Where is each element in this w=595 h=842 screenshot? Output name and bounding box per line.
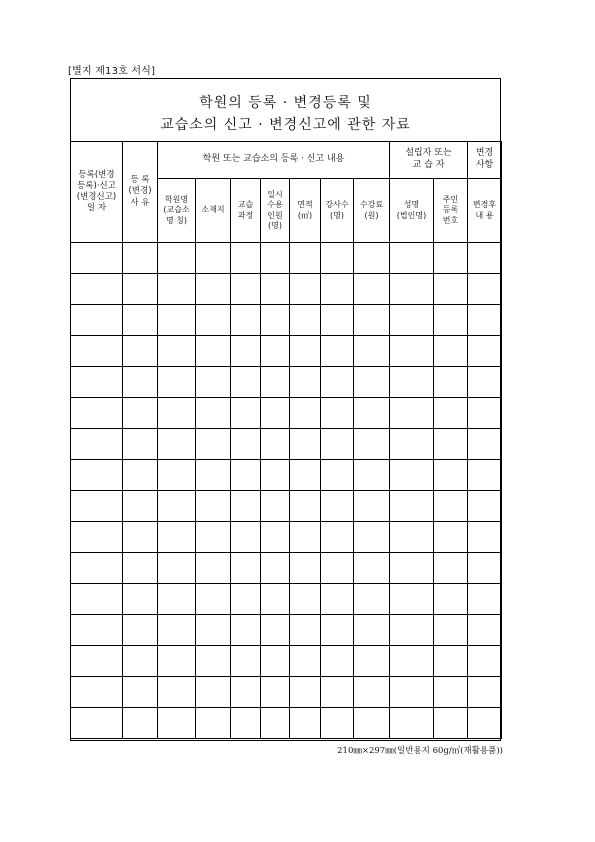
table-cell[interactable] [434, 615, 468, 646]
table-cell[interactable] [231, 336, 261, 367]
table-cell[interactable] [321, 336, 354, 367]
header-group-founder: 설립자 또는 교 습 자 [390, 142, 468, 179]
table-cell[interactable] [158, 429, 196, 460]
table-cell[interactable] [123, 429, 158, 460]
table-cell[interactable] [231, 646, 261, 677]
table-cell[interactable] [290, 274, 321, 305]
table-cell[interactable] [231, 460, 261, 491]
table-cell[interactable] [354, 460, 390, 491]
table-cell[interactable] [390, 243, 434, 274]
table-cell[interactable] [158, 553, 196, 584]
header-changed-content: 변경후 내 용 [468, 179, 502, 243]
table-row [71, 243, 502, 274]
table-cell[interactable] [354, 398, 390, 429]
table-cell[interactable] [71, 646, 123, 677]
table-cell[interactable] [123, 398, 158, 429]
table-row [71, 398, 502, 429]
table-row [71, 584, 502, 615]
table-cell[interactable] [231, 584, 261, 615]
table-cell[interactable] [123, 553, 158, 584]
table-cell[interactable] [468, 336, 502, 367]
table-cell[interactable] [196, 646, 231, 677]
table-cell[interactable] [468, 429, 502, 460]
table-cell[interactable] [321, 615, 354, 646]
table-row [71, 336, 502, 367]
table-cell[interactable] [321, 243, 354, 274]
table-cell[interactable] [261, 305, 290, 336]
title-line-1: 학원의 등록 · 변경등록 및 [199, 95, 372, 111]
header-capacity: 일시 수용 인원 (명) [261, 179, 290, 243]
table-row [71, 615, 502, 646]
table-cell[interactable] [468, 274, 502, 305]
table-cell[interactable] [354, 584, 390, 615]
table-cell[interactable] [468, 398, 502, 429]
table-cell[interactable] [434, 305, 468, 336]
table-cell[interactable] [71, 336, 123, 367]
table-cell[interactable] [468, 677, 502, 708]
table-cell[interactable] [158, 305, 196, 336]
table-cell[interactable] [231, 522, 261, 553]
table-cell[interactable] [290, 553, 321, 584]
table-cell[interactable] [196, 336, 231, 367]
table-cell[interactable] [354, 429, 390, 460]
title-line-2: 교습소의 신고 · 변경신고에 관한 자료 [160, 117, 411, 133]
table-cell[interactable] [290, 460, 321, 491]
table-cell[interactable] [158, 274, 196, 305]
table-cell[interactable] [434, 367, 468, 398]
header-course: 교습 과정 [231, 179, 261, 243]
table-cell[interactable] [390, 460, 434, 491]
table-cell[interactable] [196, 460, 231, 491]
table-cell[interactable] [321, 708, 354, 739]
table-cell[interactable] [123, 367, 158, 398]
table-cell[interactable] [434, 243, 468, 274]
table-cell[interactable] [196, 274, 231, 305]
table-cell[interactable] [196, 305, 231, 336]
table-cell[interactable] [290, 584, 321, 615]
table-cell[interactable] [231, 274, 261, 305]
table-body [71, 243, 502, 739]
table-cell[interactable] [321, 367, 354, 398]
table-cell[interactable] [71, 677, 123, 708]
table-row [71, 677, 502, 708]
table-cell[interactable] [354, 491, 390, 522]
table-cell[interactable] [158, 243, 196, 274]
paper-spec-note: 210㎜×297㎜(일반용지 60g/㎡(재활용품)) [337, 746, 503, 756]
table-cell[interactable] [354, 646, 390, 677]
header-area: 면적 (㎡) [290, 179, 321, 243]
table-cell[interactable] [158, 708, 196, 739]
table-cell[interactable] [434, 522, 468, 553]
table-cell[interactable] [434, 429, 468, 460]
table-cell[interactable] [468, 491, 502, 522]
table-cell[interactable] [123, 491, 158, 522]
table-cell[interactable] [231, 615, 261, 646]
table-cell[interactable] [434, 708, 468, 739]
table-cell[interactable] [390, 367, 434, 398]
table-cell[interactable] [123, 305, 158, 336]
table-cell[interactable] [123, 677, 158, 708]
table-cell[interactable] [290, 243, 321, 274]
table-row [71, 367, 502, 398]
table-cell[interactable] [468, 460, 502, 491]
table-cell[interactable] [390, 646, 434, 677]
table-cell[interactable] [321, 398, 354, 429]
table-cell[interactable] [158, 615, 196, 646]
table-cell[interactable] [231, 708, 261, 739]
table-cell[interactable] [123, 584, 158, 615]
table-cell[interactable] [196, 615, 231, 646]
table-cell[interactable] [261, 398, 290, 429]
table-cell[interactable] [468, 708, 502, 739]
table-cell[interactable] [434, 646, 468, 677]
table-cell[interactable] [321, 584, 354, 615]
table-cell[interactable] [434, 553, 468, 584]
table-cell[interactable] [354, 553, 390, 584]
table-cell[interactable] [123, 274, 158, 305]
header-group-content: 학원 또는 교습소의 등록 · 신고 내용 [158, 142, 390, 179]
table-cell[interactable] [71, 708, 123, 739]
table-cell[interactable] [390, 584, 434, 615]
table-cell[interactable] [261, 584, 290, 615]
table-cell[interactable] [158, 460, 196, 491]
table-cell[interactable] [354, 336, 390, 367]
table-row [71, 522, 502, 553]
table-cell[interactable] [468, 367, 502, 398]
table-row [71, 460, 502, 491]
table-cell[interactable] [71, 429, 123, 460]
table-cell[interactable] [390, 553, 434, 584]
table-cell[interactable] [123, 522, 158, 553]
table-cell[interactable] [434, 274, 468, 305]
header-academy-name: 학원명 (교습소 명 칭) [158, 179, 196, 243]
table-row [71, 553, 502, 584]
header-founder-name: 성명 (법인명) [390, 179, 434, 243]
header-registration-reason: 등 록 (변경) 사 유 [123, 142, 158, 243]
header-tuition: 수강료 (원) [354, 179, 390, 243]
table-cell[interactable] [261, 460, 290, 491]
table-cell[interactable] [261, 336, 290, 367]
table-cell[interactable] [390, 429, 434, 460]
table-cell[interactable] [321, 460, 354, 491]
table-cell[interactable] [321, 646, 354, 677]
table-row [71, 708, 502, 739]
registration-table [70, 141, 502, 739]
table-cell[interactable] [196, 243, 231, 274]
table-row [71, 646, 502, 677]
table-cell[interactable] [290, 429, 321, 460]
table-row [71, 274, 502, 305]
table-cell[interactable] [434, 398, 468, 429]
table-cell[interactable] [261, 522, 290, 553]
table-cell[interactable] [123, 336, 158, 367]
table-cell[interactable] [261, 367, 290, 398]
table-cell[interactable] [390, 336, 434, 367]
table-cell[interactable] [354, 677, 390, 708]
table-cell[interactable] [321, 553, 354, 584]
table-cell[interactable] [354, 243, 390, 274]
table-cell[interactable] [123, 243, 158, 274]
table-cell[interactable] [71, 615, 123, 646]
table-cell[interactable] [231, 398, 261, 429]
table-cell[interactable] [390, 615, 434, 646]
table-cell[interactable] [390, 274, 434, 305]
table-cell[interactable] [196, 367, 231, 398]
table-cell[interactable] [231, 553, 261, 584]
table-cell[interactable] [123, 646, 158, 677]
header-registration-date: 등록(변경 등록)·신고 (변경신고) 일 자 [71, 142, 123, 243]
form-number-label: [별지 제13호 서식] [68, 66, 156, 77]
table-cell[interactable] [390, 522, 434, 553]
table-cell[interactable] [321, 274, 354, 305]
table-cell[interactable] [321, 677, 354, 708]
table-cell[interactable] [71, 460, 123, 491]
table-cell[interactable] [390, 305, 434, 336]
table-row [71, 491, 502, 522]
table-cell[interactable] [261, 646, 290, 677]
header-group-change: 변경 사항 [468, 142, 502, 179]
table-cell[interactable] [71, 491, 123, 522]
table-cell[interactable] [261, 429, 290, 460]
table-cell[interactable] [468, 553, 502, 584]
table-cell[interactable] [71, 584, 123, 615]
table-cell[interactable] [71, 305, 123, 336]
table-cell[interactable] [290, 646, 321, 677]
table-cell[interactable] [261, 615, 290, 646]
table-cell[interactable] [354, 305, 390, 336]
table-cell[interactable] [71, 243, 123, 274]
table-cell[interactable] [354, 274, 390, 305]
table-cell[interactable] [390, 677, 434, 708]
table-cell[interactable] [158, 367, 196, 398]
table-cell[interactable] [123, 708, 158, 739]
table-cell[interactable] [354, 367, 390, 398]
table-cell[interactable] [290, 491, 321, 522]
table-cell[interactable] [196, 553, 231, 584]
table-cell[interactable] [468, 522, 502, 553]
table-cell[interactable] [321, 522, 354, 553]
table-cell[interactable] [290, 708, 321, 739]
table-cell[interactable] [261, 677, 290, 708]
table-cell[interactable] [290, 677, 321, 708]
table-cell[interactable] [196, 708, 231, 739]
table-cell[interactable] [354, 522, 390, 553]
table-cell[interactable] [434, 491, 468, 522]
table-cell[interactable] [71, 274, 123, 305]
table-cell[interactable] [290, 522, 321, 553]
header-address: 소재지 [196, 179, 231, 243]
table-cell[interactable] [231, 367, 261, 398]
table-cell[interactable] [158, 398, 196, 429]
table-cell[interactable] [261, 243, 290, 274]
table-cell[interactable] [231, 677, 261, 708]
table-cell[interactable] [231, 243, 261, 274]
table-cell[interactable] [158, 336, 196, 367]
table-cell[interactable] [468, 646, 502, 677]
header-resident-number: 주민 등록 번호 [434, 179, 468, 243]
table-cell[interactable] [354, 615, 390, 646]
table-cell[interactable] [71, 398, 123, 429]
table-cell[interactable] [434, 584, 468, 615]
table-cell[interactable] [468, 584, 502, 615]
table-cell[interactable] [354, 708, 390, 739]
table-cell[interactable] [290, 367, 321, 398]
table-cell[interactable] [468, 243, 502, 274]
table-cell[interactable] [290, 398, 321, 429]
table-cell[interactable] [158, 522, 196, 553]
table-cell[interactable] [158, 584, 196, 615]
table-cell[interactable] [321, 429, 354, 460]
table-cell[interactable] [158, 646, 196, 677]
table-cell[interactable] [196, 677, 231, 708]
table-cell[interactable] [123, 615, 158, 646]
table-row [71, 305, 502, 336]
table-cell[interactable] [196, 398, 231, 429]
table-cell[interactable] [261, 708, 290, 739]
table-cell[interactable] [71, 367, 123, 398]
table-cell[interactable] [390, 708, 434, 739]
table-cell[interactable] [231, 491, 261, 522]
table-cell[interactable] [71, 522, 123, 553]
table-cell[interactable] [434, 460, 468, 491]
table-cell[interactable] [196, 429, 231, 460]
table-cell[interactable] [290, 615, 321, 646]
table-row [71, 429, 502, 460]
table-cell[interactable] [261, 553, 290, 584]
table-cell[interactable] [434, 336, 468, 367]
table-cell[interactable] [123, 460, 158, 491]
table-cell[interactable] [390, 491, 434, 522]
table-cell[interactable] [261, 274, 290, 305]
table-cell[interactable] [290, 336, 321, 367]
table-cell[interactable] [196, 584, 231, 615]
table-cell[interactable] [158, 677, 196, 708]
table-cell[interactable] [468, 615, 502, 646]
table-cell[interactable] [390, 398, 434, 429]
table-cell[interactable] [290, 305, 321, 336]
title-block [70, 78, 501, 141]
header-instructors: 강사수 (명) [321, 179, 354, 243]
table-cell[interactable] [434, 677, 468, 708]
table-cell[interactable] [468, 305, 502, 336]
table-cell[interactable] [71, 553, 123, 584]
table-cell[interactable] [231, 305, 261, 336]
table-cell[interactable] [321, 305, 354, 336]
table-cell[interactable] [261, 491, 290, 522]
table-cell[interactable] [321, 491, 354, 522]
table-cell[interactable] [158, 491, 196, 522]
table-cell[interactable] [196, 491, 231, 522]
table-cell[interactable] [231, 429, 261, 460]
table-cell[interactable] [196, 522, 231, 553]
